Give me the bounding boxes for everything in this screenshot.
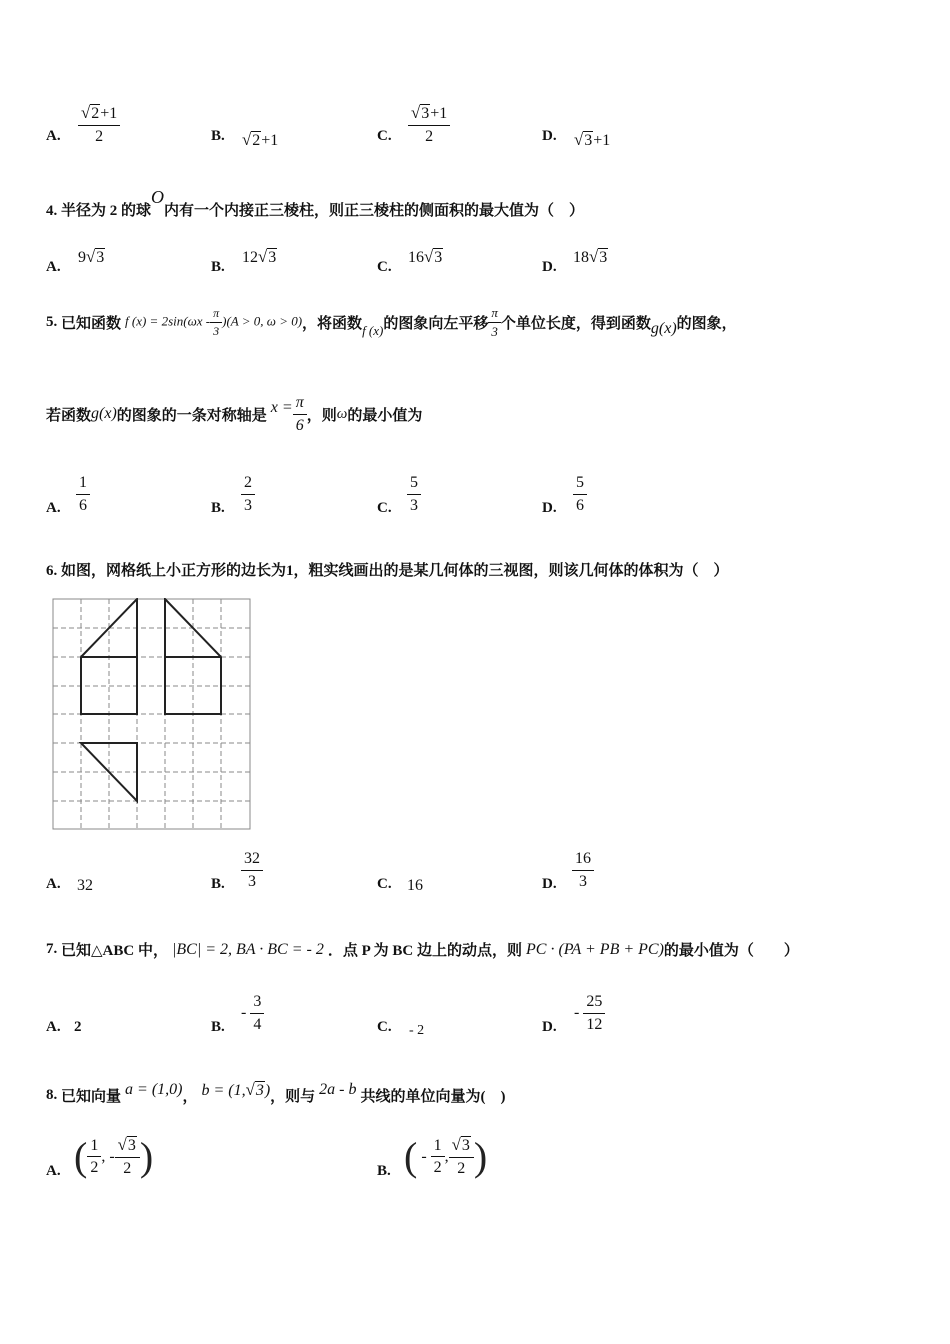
q7-option-b-label: B. xyxy=(211,1019,225,1035)
q4-option-b-label: B. xyxy=(211,259,225,275)
q7-stem: 7. 已知△ABC 中， |BC| = 2, BA · BC = - 2 ．点 P 为 BC 边上的动点，则 PC · (PA + PB + PC) 的最小值为（ ） xyxy=(46,940,799,959)
q3-option-c-value: √ 3 +1 2 xyxy=(408,104,450,145)
q3-option-c-label: C. xyxy=(377,128,392,144)
q4-option-c-label: C. xyxy=(377,259,392,275)
q5-option-c-label: C. xyxy=(377,500,392,516)
three-view-grid-figure xyxy=(52,598,252,832)
q5-option-a-value: $\frac{1}{6}$ xyxy=(76,474,90,514)
q5-option-b-value: $\frac{2}{3}$ xyxy=(241,474,255,514)
q8-option-a-value: ( $\frac{1}{2}$ , - √ 3 2 ) xyxy=(74,1133,154,1179)
q6-option-d-label: D. xyxy=(542,876,557,892)
q4-option-a-label: A. xyxy=(46,259,61,275)
q8-option-b-value: ( - $\frac{1}{2}$ , √ 3 2 ) xyxy=(404,1133,488,1179)
q6-stem: 6. 如图，网格纸上小正方形的边长为1，粗实线画出的是某几何体的三视图，则该几何体的体积为（ ） xyxy=(46,563,729,579)
q5-option-a-label: A. xyxy=(46,500,61,516)
q4-option-a-value: 9 √ 3 xyxy=(78,247,105,266)
q8-stem: 8. 已知向量 a = (1,0) ， b = (1, √ 3 ) ，则与 2a - b 共线的单位向量为( ) xyxy=(46,1079,506,1105)
q5-stem-line2: 若函数 g(x) 的图象的一条对称轴是 x = $\frac{\pi}{6}$ ，则 ω 的最小值为 xyxy=(46,394,423,434)
q3-option-b-label: B. xyxy=(211,128,225,144)
q4-option-d-label: D. xyxy=(542,259,557,275)
q8-option-b-label: B. xyxy=(377,1163,391,1179)
q3-option-a-value: √ 2 +1 2 xyxy=(78,104,120,145)
q7-option-a-value: 2 xyxy=(74,1019,82,1035)
q8-option-a-label: A. xyxy=(46,1163,61,1179)
q7-option-c-value: - 2 xyxy=(409,1023,425,1038)
q3-option-d-label: D. xyxy=(542,128,557,144)
q5-option-d-value: $\frac{5}{6}$ xyxy=(573,474,587,514)
q6-option-b-label: B. xyxy=(211,876,225,892)
q6-option-a-label: A. xyxy=(46,876,61,892)
q4-option-c-value: 16 √ 3 xyxy=(408,247,443,266)
q8-expression: 2a - b xyxy=(319,1080,357,1098)
q6-option-d-value: $\frac{16}{3}$ xyxy=(572,850,594,890)
q3-option-a-label: A. xyxy=(46,128,61,144)
q6-option-b-value: $\frac{32}{3}$ xyxy=(241,850,263,890)
q7-option-c-label: C. xyxy=(377,1019,392,1035)
q4-option-b-value: 12 √ 3 xyxy=(242,247,277,266)
q5-option-b-label: B. xyxy=(211,500,225,516)
q7-option-a-label: A. xyxy=(46,1019,61,1035)
q4-option-d-value: 18 √ 3 xyxy=(573,247,608,266)
q5-option-d-label: D. xyxy=(542,500,557,516)
q5-stem-line1: 5. 已知函数 f (x) = 2sin(ωx - $\frac{\pi}{3}$ )(A > 0, ω > 0) ，将函数 f (x) 的图象向左平移 $\frac{\pi}{3}$ 个单位长度，得到函数 g(x) 的图象， xyxy=(46,305,737,340)
q7-condition: |BC| = 2, BA · BC = - 2 xyxy=(171,940,324,958)
q5-option-c-value: $\frac{5}{3}$ xyxy=(407,474,421,514)
q6-option-c-label: C. xyxy=(377,876,392,892)
q3-option-d-value: √ 3 +1 xyxy=(574,130,611,149)
q5-shift: $\frac{\pi}{3}$ xyxy=(488,306,501,340)
q6-option-c-value: 16 xyxy=(407,877,423,894)
sphere-o-symbol: O xyxy=(151,187,165,207)
q3-option-b-value: √ 2 +1 xyxy=(242,130,279,149)
q6-option-a-value: 32 xyxy=(77,877,93,894)
q5-function-def: f (x) = 2sin(ωx - $\frac{\pi}{3}$ )(A > 0, ω > 0) xyxy=(125,306,303,339)
vector-a: a = (1,0) xyxy=(125,1080,183,1098)
q4-stem: 4. 半径为 2 的球O内有一个内接正三棱柱，则正三棱柱的侧面积的最大值为（ ） xyxy=(46,187,585,219)
q5-axis-fraction: $\frac{\pi}{6}$ xyxy=(293,394,307,434)
q7-expression: PC · (PA + PB + PC) xyxy=(526,940,664,958)
q7-option-d-label: D. xyxy=(542,1019,557,1035)
vector-b: b = (1, √ 3 ) xyxy=(201,1079,271,1099)
q7-option-d-value: - $\frac{25}{12}$ xyxy=(574,993,605,1033)
q7-option-b-value: - $\frac{3}{4}$ xyxy=(241,993,264,1033)
